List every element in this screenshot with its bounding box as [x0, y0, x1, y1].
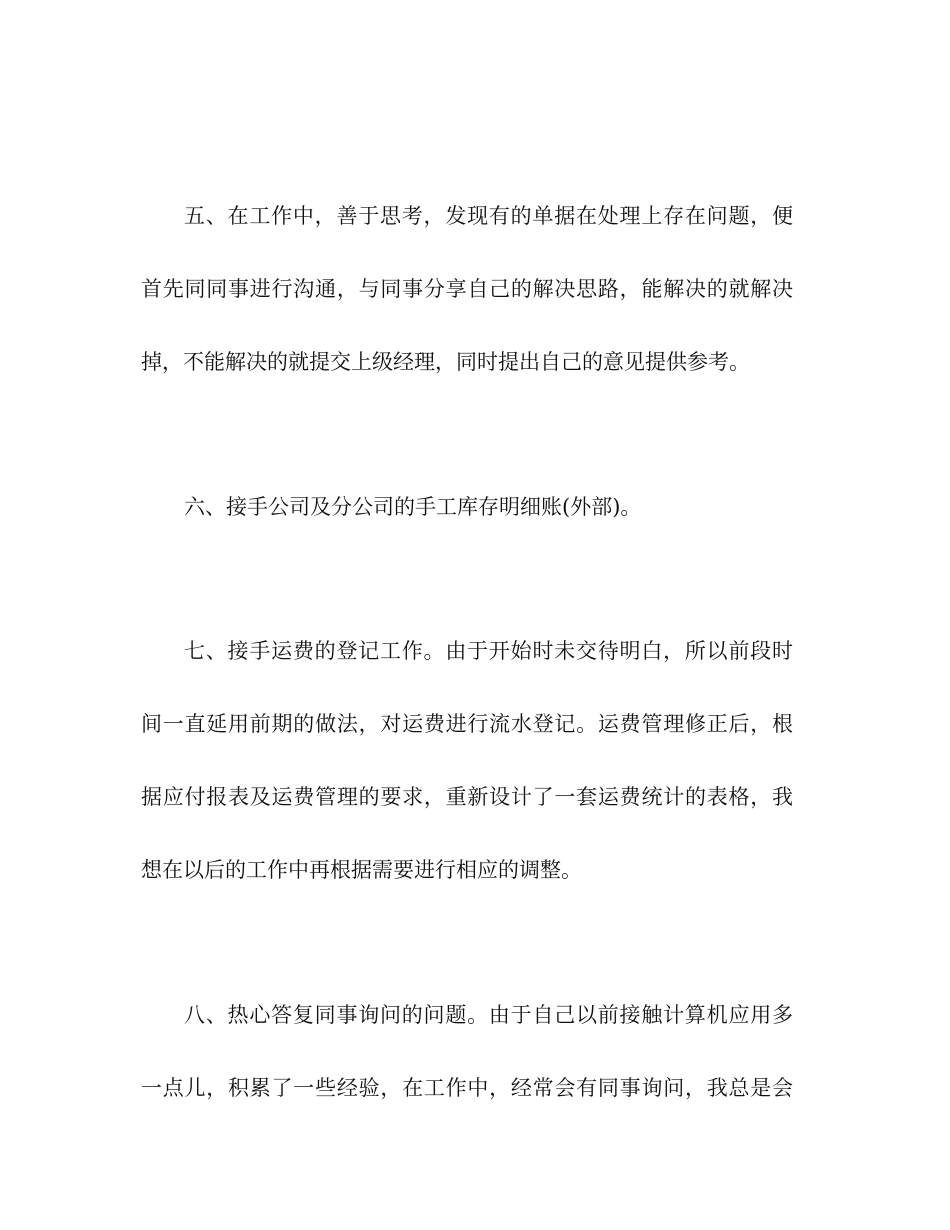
paragraph-5-line-3: 掉，不能解决的就提交上级经理，同时提出自己的意见提供参考。: [141, 350, 750, 374]
paragraph-6-line-1: 六、接手公司及分公司的手工库存明细账(外部)。: [184, 495, 642, 519]
paragraph-5-line-1: 五、在工作中，善于思考，发现有的单据在处理上存在问题，便: [184, 204, 793, 228]
paragraph-8-line-1: 八、热心答复同事询问的问题。由于自己以前接触计算机应用多: [184, 1003, 793, 1027]
paragraph-5-line-2: 首先同同事进行沟通，与同事分享自己的解决思路，能解决的就解决: [141, 277, 793, 301]
paragraph-8-line-2: 一点儿，积累了一些经验，在工作中，经常会有同事询问，我总是会: [141, 1076, 793, 1100]
paragraph-7-line-1: 七、接手运费的登记工作。由于开始时未交待明白，所以前段时: [184, 639, 793, 663]
paragraph-7-line-2: 间一直延用前期的做法，对运费进行流水登记。运费管理修正后，根: [141, 712, 793, 736]
paragraph-7-line-4: 想在以后的工作中再根据需要进行相应的调整。: [141, 858, 582, 882]
paragraph-7-line-3: 据应付报表及运费管理的要求，重新设计了一套运费统计的表格，我: [141, 785, 793, 809]
